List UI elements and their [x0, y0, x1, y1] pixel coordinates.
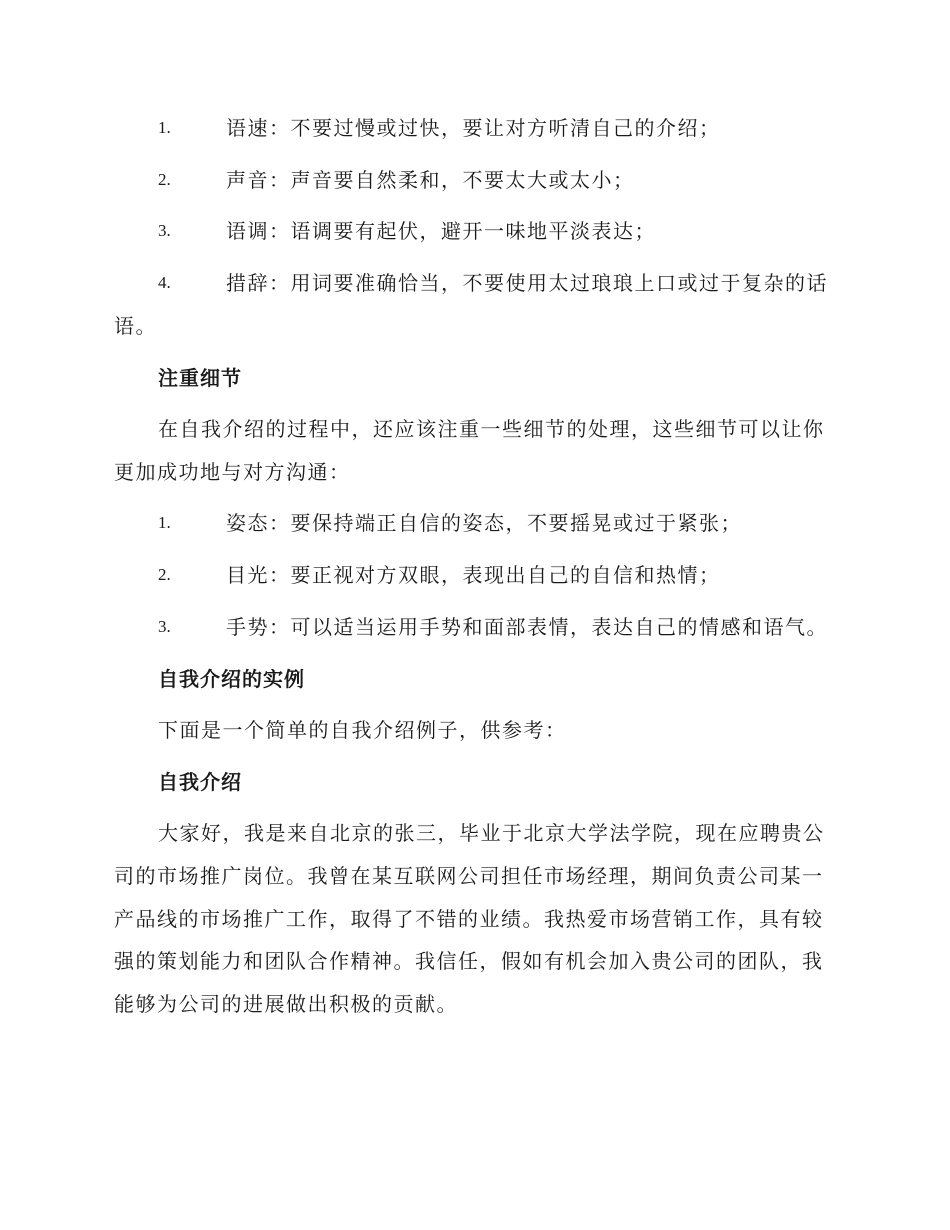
- list-number: 4.: [158, 273, 171, 292]
- paragraph-text: 下面是一个简单的自我介绍例子，供参考：: [158, 718, 567, 742]
- list-number: 3.: [158, 221, 171, 240]
- list-item-text: 措辞：用词要准确恰当，不要使用太过琅琅上口或过于复杂的话: [226, 271, 828, 295]
- section-heading-text: 自我介绍的实例: [158, 667, 305, 691]
- section-heading-text: 注重细节: [158, 366, 242, 390]
- list-number: 1.: [158, 513, 171, 532]
- list-number: 1.: [158, 118, 171, 137]
- list-number: 2.: [158, 565, 171, 584]
- list-item-text: 语速：不要过慢或过快，要让对方听清自己的介绍；: [226, 116, 721, 140]
- paragraph-text: 大家好，我是来自北京的张三，毕业于北京大学法学院，现在应聘贵公: [158, 821, 825, 845]
- paragraph-line: [114, 863, 834, 889]
- paragraph-line: [114, 948, 834, 974]
- paragraph-line: [114, 991, 834, 1017]
- paragraph-text: 产品线的市场推广工作，取得了不错的业绩。我热爱市场营销工作，具有较: [114, 907, 824, 931]
- paragraph-line: [114, 459, 834, 485]
- paragraph-text: 司的市场推广岗位。我曾在某互联网公司担任市场经理，期间负责公司某一: [114, 864, 824, 888]
- list-item-text: 声音：声音要自然柔和，不要太大或太小；: [226, 168, 635, 192]
- paragraph-text: 在自我介绍的过程中，还应该注重一些细节的处理，这些细节可以让你: [158, 417, 825, 441]
- paragraph-text: 强的策划能力和团队合作精神。我信任，假如有机会加入贵公司的团队，我: [114, 949, 824, 973]
- list-item-text: 语。: [114, 314, 157, 338]
- list-item-text: 目光：要正视对方双眼，表现出自己的自信和热情；: [226, 563, 721, 587]
- section-heading-text: 自我介绍: [158, 770, 242, 794]
- paragraph-text: 更加成功地与对方沟通：: [114, 460, 351, 484]
- list-item-text: 姿态：要保持端正自信的姿态，不要摇晃或过于紧张；: [226, 511, 742, 535]
- list-item-text: 语调：语调要有起伏，避开一味地平淡表达；: [226, 219, 656, 243]
- paragraph-line: [114, 906, 834, 932]
- paragraph-text: 能够为公司的进展做出积极的贡献。: [114, 992, 458, 1016]
- list-item-continuation: [114, 313, 834, 339]
- list-number: 3.: [158, 617, 171, 636]
- list-number: 2.: [158, 170, 171, 189]
- list-item-text: 手势：可以适当运用手势和面部表情，表达自己的情感和语气。: [226, 615, 828, 639]
